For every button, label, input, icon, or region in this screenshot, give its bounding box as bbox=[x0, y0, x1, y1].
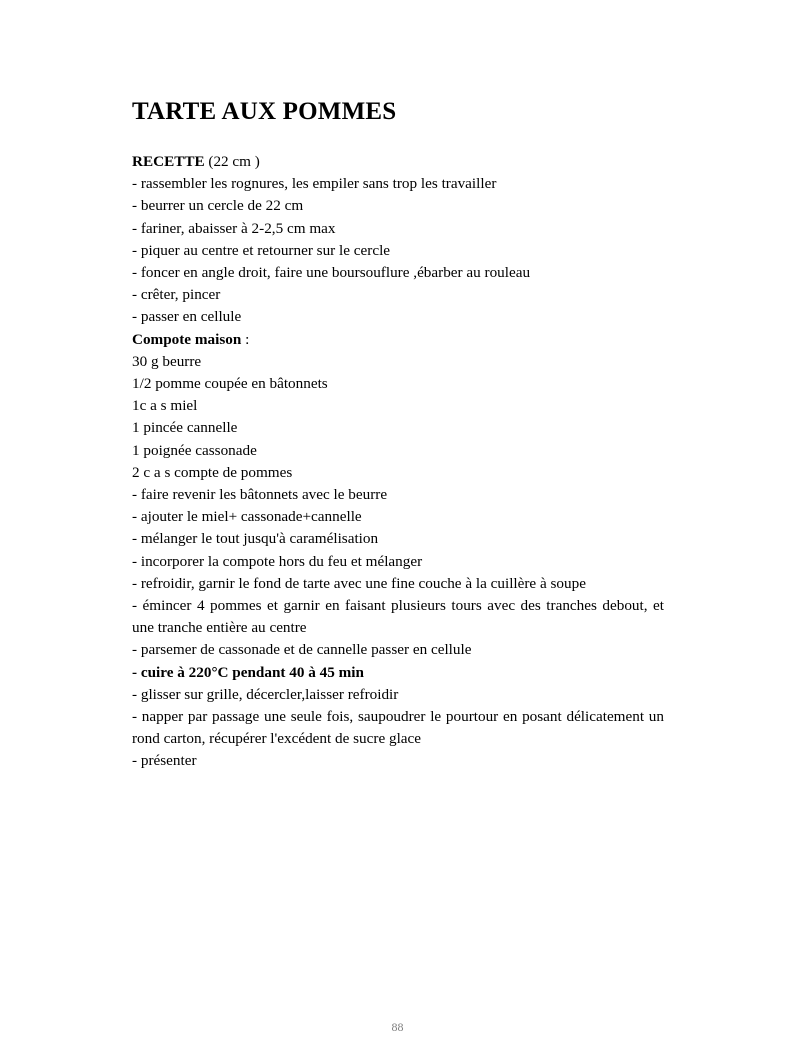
compote-heading-line bbox=[132, 329, 664, 351]
recipe-step: - beurrer un cercle de 22 cm bbox=[132, 197, 304, 215]
compote-step: - ajouter le miel+ cassonade+cannelle bbox=[132, 508, 362, 526]
recipe-step: - passer en cellule bbox=[132, 308, 242, 326]
recipe-step: - fariner, abaisser à 2-2,5 cm max bbox=[132, 219, 336, 237]
compote-step-baking: - cuire à 220°C pendant 40 à 45 min bbox=[132, 663, 364, 681]
compote-step: - incorporer la compote hors du feu et mélanger bbox=[132, 552, 423, 570]
page-number: 88 bbox=[391, 1020, 404, 1034]
recipe-body bbox=[132, 151, 664, 773]
ingredient-item: 2 c a s compte de pommes bbox=[132, 463, 293, 481]
page-title: TARTE AUX POMMES bbox=[132, 98, 397, 125]
compote-step: - mélanger le tout jusqu'à caramélisation bbox=[132, 530, 379, 548]
compote-step: - faire revenir les bâtonnets avec le beurre bbox=[132, 486, 388, 504]
compote-step: - présenter bbox=[132, 752, 197, 770]
ingredient-item: 1/2 pomme coupée en bâtonnets bbox=[132, 375, 328, 393]
recipe-heading: RECETTE bbox=[132, 153, 205, 170]
ingredient-item: 1 poignée cassonade bbox=[132, 441, 257, 459]
compote-step: - parsemer de cassonade et de cannelle passer en cellule bbox=[132, 641, 472, 659]
compote-step: - glisser sur grille, décercler,laisser refroidir bbox=[132, 685, 399, 703]
ingredient-item: 30 g beurre bbox=[132, 352, 202, 370]
compote-step: - émincer 4 pommes et garnir en faisant plusieurs tours avec des tranches debout, et une tranche entière au centre bbox=[132, 597, 664, 637]
recipe-step: - foncer en angle droit, faire une boursouflure ,ébarber au rouleau bbox=[132, 264, 531, 282]
compote-step: - refroidir, garnir le fond de tarte avec une fine couche à la cuillère à soupe bbox=[132, 574, 586, 592]
compote-heading: Compote maison bbox=[132, 330, 242, 348]
compote-step: - napper par passage une seule fois, saupoudrer le pourtour en posant délicatement un rond carton, récupérer l'excédent de sucre glace bbox=[132, 708, 664, 748]
recipe-step: - rassembler les rognures, les empiler sans trop les travailler bbox=[132, 175, 497, 193]
recipe-heading-line bbox=[132, 151, 664, 173]
ingredient-item: 1c a s miel bbox=[132, 397, 198, 415]
ingredient-item: 1 pincée cannelle bbox=[132, 419, 238, 437]
recipe-step: - crêter, pincer bbox=[132, 286, 221, 304]
recipe-step: - piquer au centre et retourner sur le cercle bbox=[132, 241, 391, 259]
recipe-heading-note: (22 cm ) bbox=[204, 153, 260, 170]
compote-heading-suffix: : bbox=[241, 330, 250, 348]
